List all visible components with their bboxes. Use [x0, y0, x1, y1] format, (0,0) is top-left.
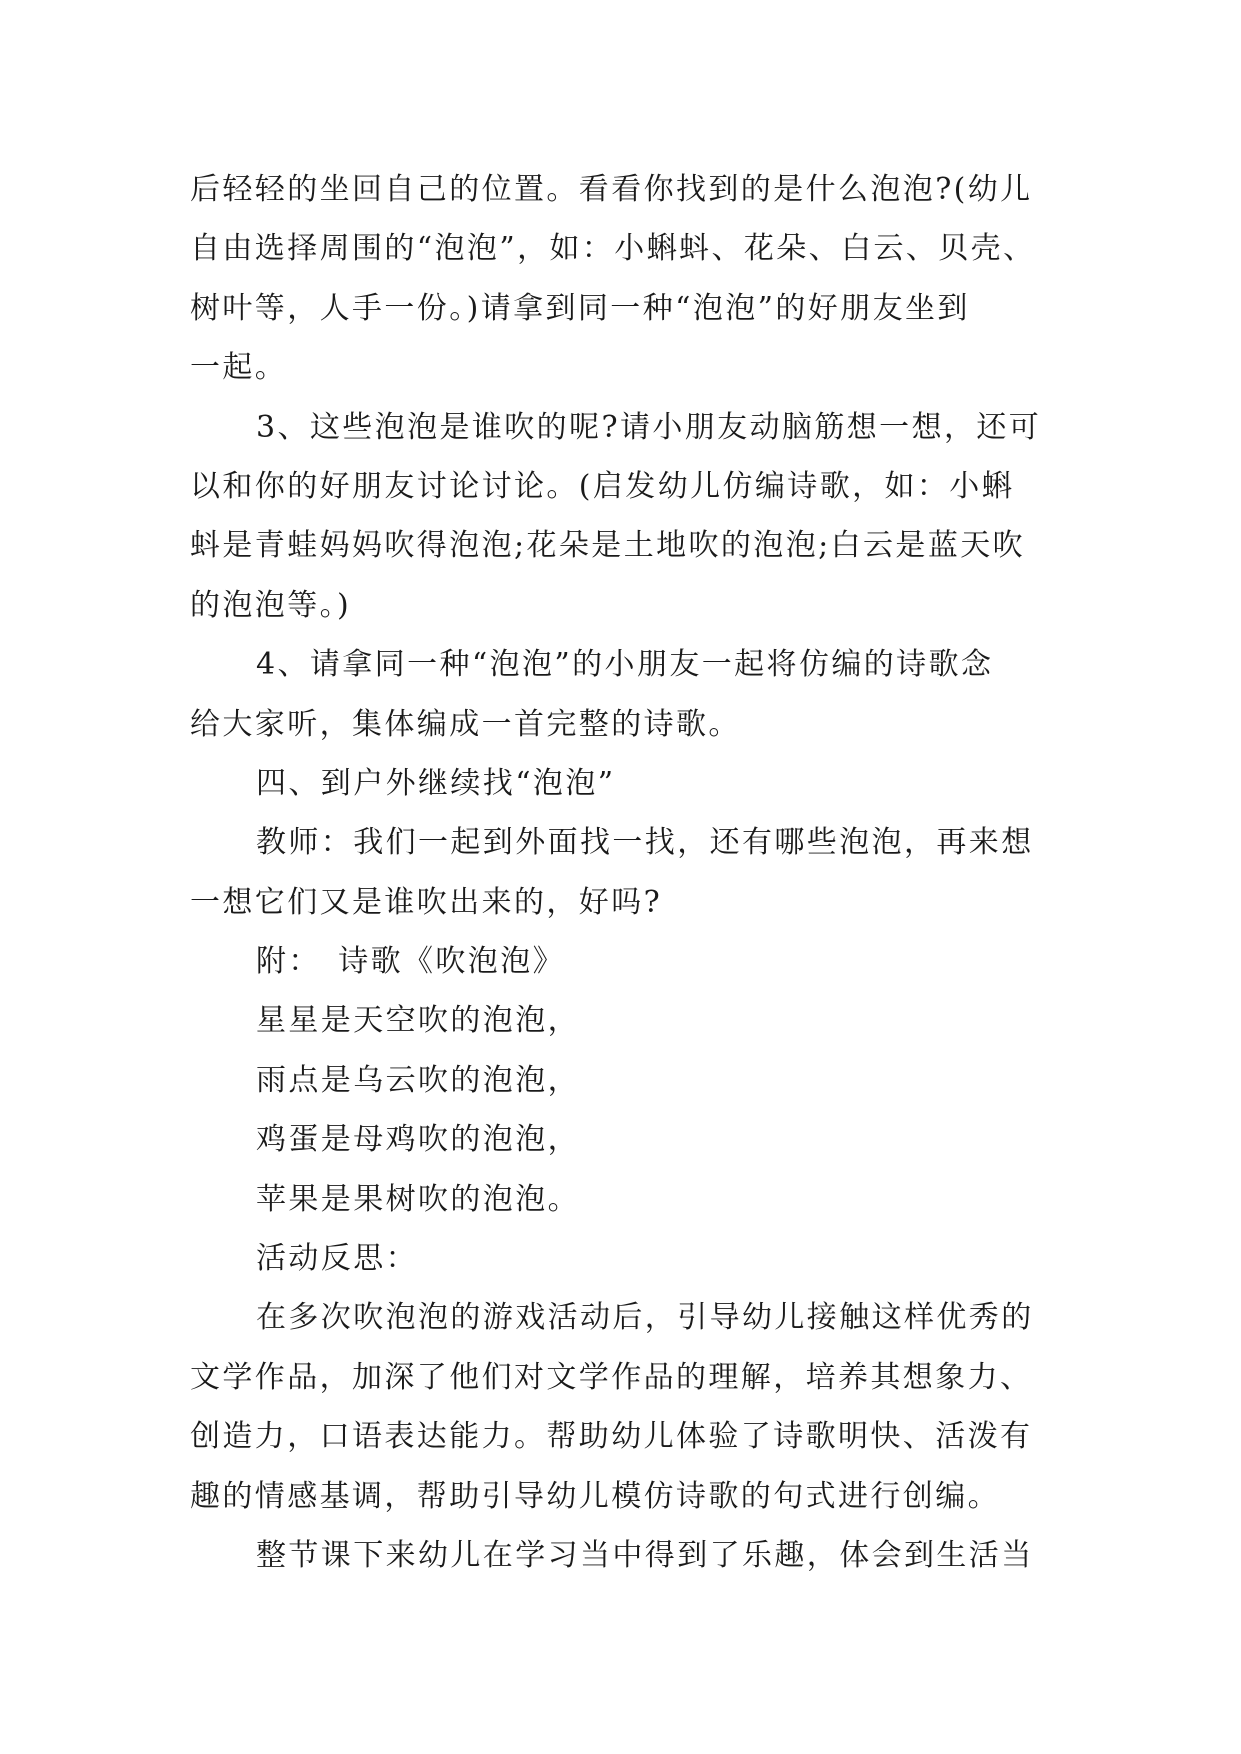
text-line: 在多次吹泡泡的游戏活动后，引导幼儿接触这样优秀的 — [256, 1300, 1034, 1336]
text-line: 苹果是果树吹的泡泡。 — [256, 1181, 580, 1217]
text-line: 活动反思： — [256, 1241, 418, 1277]
text-line: 四、到户外继续找“泡泡” — [256, 765, 616, 801]
text-line: 附： 诗歌《吹泡泡》 — [256, 944, 565, 980]
text-line: 的泡泡等。) — [190, 587, 352, 623]
text-line: 自由选择周围的“泡泡”，如：小蝌蚪、花朵、白云、贝壳、 — [190, 231, 1036, 267]
text-line: 4、请拿同一种“泡泡”的小朋友一起将仿编的诗歌念 — [256, 647, 994, 683]
text-line: 树叶等，人手一份。)请拿到同一种“泡泡”的好朋友坐到 — [190, 290, 970, 326]
text-line: 教师：我们一起到外面找一找，还有哪些泡泡，再来想 — [256, 825, 1034, 861]
text-line: 趣的情感基调，帮助引导幼儿模仿诗歌的句式进行创编。 — [190, 1478, 1000, 1514]
text-line: 后轻轻的坐回自己的位置。看看你找到的是什么泡泡?(幼儿 — [190, 172, 1033, 207]
text-line: 整节课下来幼儿在学习当中得到了乐趣，体会到生活当 — [256, 1537, 1034, 1573]
text-line: 创造力，口语表达能力。帮助幼儿体验了诗歌明快、活泼有 — [190, 1419, 1033, 1455]
text-line: 蚪是青蛙妈妈吹得泡泡;花朵是土地吹的泡泡;白云是蓝天吹 — [190, 528, 1026, 564]
text-line: 一想它们又是谁吹出来的，好吗? — [190, 884, 663, 920]
text-line: 星星是天空吹的泡泡， — [256, 1003, 580, 1039]
text-line: 一起。 — [190, 350, 288, 386]
text-line: 雨点是乌云吹的泡泡， — [256, 1062, 580, 1098]
text-line: 以和你的好朋友讨论讨论。(启发幼儿仿编诗歌，如：小蝌 — [190, 468, 1015, 504]
text-line: 文学作品，加深了他们对文学作品的理解，培养其想象力、 — [190, 1359, 1033, 1395]
text-line: 鸡蛋是母鸡吹的泡泡， — [256, 1122, 580, 1158]
text-line: 3、这些泡泡是谁吹的呢?请小朋友动脑筋想一想，还可 — [256, 409, 1042, 445]
document-body — [190, 160, 1060, 1585]
text-line: 给大家听，集体编成一首完整的诗歌。 — [190, 706, 741, 742]
